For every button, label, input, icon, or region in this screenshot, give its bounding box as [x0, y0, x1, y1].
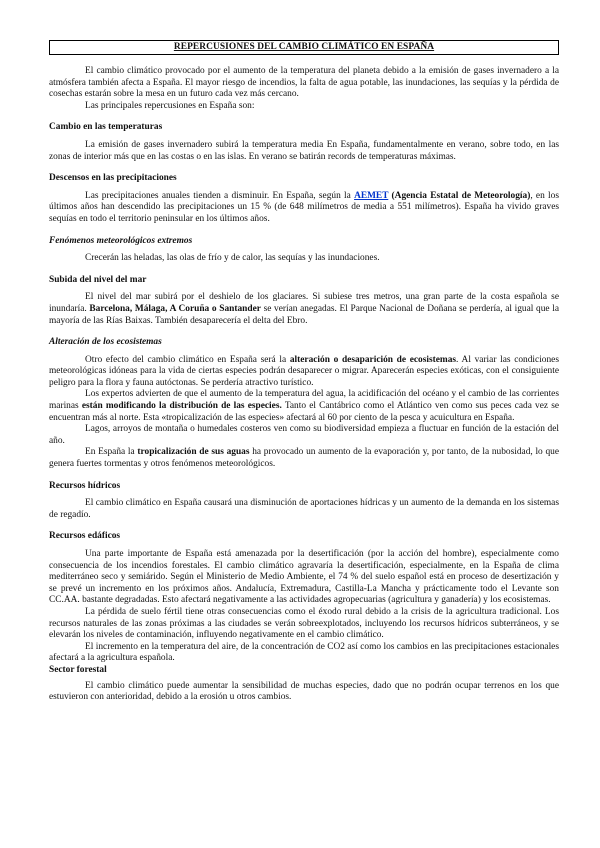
ecosystems-paragraph-4 — [49, 447, 559, 470]
ecosystems-text-4c: ha provocado un aumento de la evaporación y, por tanto, de la nubosidad, lo que genera fuertes tormentas y otros fenómenos meteorológicos. — [49, 447, 559, 470]
ecosystems-bold-2: están modificando la distribución de las especies. — [81, 401, 282, 412]
aemet-fullname: (Agencia Estatal de Meteorología) — [388, 190, 531, 201]
sea-level-cities: Barcelona, Málaga, A Coruña o Santander — [89, 303, 261, 314]
water-resources-paragraph: El cambio climático en España causará una disminución de aportaciones hídricas y un aumento de la demanda en los sistemas de regadío. — [49, 498, 559, 520]
precipitation-paragraph — [49, 191, 559, 226]
soil-paragraph-2: La pérdida de suelo fértil tiene otras consecuencias como el éxodo rural debido a la crisis de la agricultura tradicional. Los recursos naturales de las zonas próximas a las ciudades se verán sobreexplotados, incluyendo los recursos hídricos subterráneos, y se elevarán los niveles de contaminación, influyendo negativamente en el cambio climático. — [49, 606, 559, 641]
section-heading-sea-level: Subida del nivel del mar — [49, 274, 147, 285]
ecosystems-paragraph-1 — [49, 355, 559, 390]
ecosystems-text-1c: . Al variar las condiciones meteorológicas idóneas para la vida de ciertas especies podrán desaparecer o migrar. Aparecerán especies exóticas, con el consiguiente peligro para la flora y fauna autóctonas. Se perdería atractivo turístico. — [49, 354, 559, 388]
ecosystems-bold-1: alteración o desaparición de ecosistemas — [289, 354, 457, 365]
ecosystems-text-1a: Otro efecto del cambio climático en España será la — [85, 354, 290, 365]
sea-level-text-1: El nivel del mar subirá por el deshielo de los glaciares. Si subiese tres metros, una gran parte de la costa española se inundaría. — [49, 292, 559, 314]
intro-lead: Las principales repercusiones en España son: — [85, 100, 255, 111]
soil-paragraph-1: Una parte importante de España está amenazada por la desertificación (por la acción del hombre), especialmente como consecuencia de los incendios forestales. El cambio climático agravaría la desertificación, especialmente, en la España de clima mediterráneo seco y semiárido. Según el Ministerio de Medio Ambiente, el 74 % del suelo español está en proceso de desertización y se prevé un incremento en los próximos años. Andalucía, Extremadura, Castilla-La Mancha y prácticamente todo el Levante son CC.AA. bastante degradadas. Esto afectará negativamente a las actividades agropecuarias (agricultura y ganadería) y los ecosistemas. — [49, 549, 559, 606]
section-heading-water-resources: Recursos hídricos — [49, 480, 121, 491]
ecosystems-text-2a: Los expertos advierten de que el aumento de la temperatura del agua, la acidificación del océano y el cambio de las corrientes marinas — [49, 389, 559, 412]
aemet-link[interactable]: AEMET — [354, 190, 389, 201]
extreme-events-paragraph: Crecerán las heladas, las olas de frío y de calor, las sequías y las inundaciones. — [85, 253, 380, 264]
ecosystems-paragraph-3: Lagos, arroyos de montaña o humedales costeros ven como su biodiversidad empieza a fluctuar en función de la estación del año. — [49, 424, 559, 446]
temperatures-paragraph: La emisión de gases invernadero subirá la temperatura media En España, fundamentalmente en verano, sobre todo, en las zonas de interior más que en las costas o en las islas. En verano se batirán records de temperaturas máximas. — [49, 139, 559, 162]
sea-level-paragraph — [49, 292, 559, 327]
section-heading-ecosystems: Alteración de los ecosistemas — [49, 337, 162, 348]
intro-paragraph: El cambio climático provocado por el aumento de la temperatura del planeta debido a la emisión de gases invernadero a la atmósfera también afecta a España. El mayor riesgo de incendios, la falta de agua potable, las inundaciones, las sequías y la pérdida de cosechas estarán sobre la mesa en un futuro cada vez más cercano. — [49, 66, 559, 100]
ecosystems-paragraph-2 — [49, 389, 559, 424]
section-heading-temperatures: Cambio en las temperaturas — [49, 122, 163, 133]
soil-paragraph-3: El incremento en la temperatura del aire, de la concentración de CO2 así como los cambios en las precipitaciones estacionales afectará a la agricultura española. — [49, 641, 559, 664]
document-page — [49, 40, 559, 704]
section-heading-soil-resources: Recursos edáficos — [49, 531, 121, 542]
ecosystems-text-2c: Tanto el Cantábrico como el Atlántico ven como sus peces cada vez se encuentran más al norte. Esta «tropicalización de las especies» afectará al 60 por ciento de la pesca y acuicultura en España. — [49, 401, 559, 423]
forestry-paragraph: El cambio climático puede aumentar la sensibilidad de muchas especies, dado que no podrán ocupar terrenos en los que estuvieron con anterioridad, debido a la erosión u otros cambios. — [49, 680, 559, 703]
sea-level-text-2: se verían anegadas. El Parque Nacional de Doñana se perdería, al igual que la mayoría de las Rías Baixas. También desaparecería el delta del Ebro. — [49, 303, 560, 326]
ecosystems-bold-4: tropicalización de sus aguas — [137, 447, 250, 458]
ecosystems-text-4a: En España la — [85, 447, 138, 458]
section-heading-precipitation: Descensos en las precipitaciones — [49, 173, 177, 184]
precipitation-text-2: , en los últimos años han descendido las precipitaciones un 15 % (de 648 milímetros de media a 551 milímetros). España ha vivido graves sequías en todo el territorio peninsular en los últimos años. — [49, 190, 559, 224]
section-heading-forestry: Sector forestal — [49, 664, 107, 675]
document-title: REPERCUSIONES DEL CAMBIO CLIMÁTICO EN ESPAÑA — [49, 40, 559, 55]
section-heading-extreme-events: Fenómenos meteorológicos extremos — [49, 235, 193, 246]
precipitation-text-1: Las precipitaciones anuales tienden a disminuir. En España, según la — [85, 190, 355, 201]
